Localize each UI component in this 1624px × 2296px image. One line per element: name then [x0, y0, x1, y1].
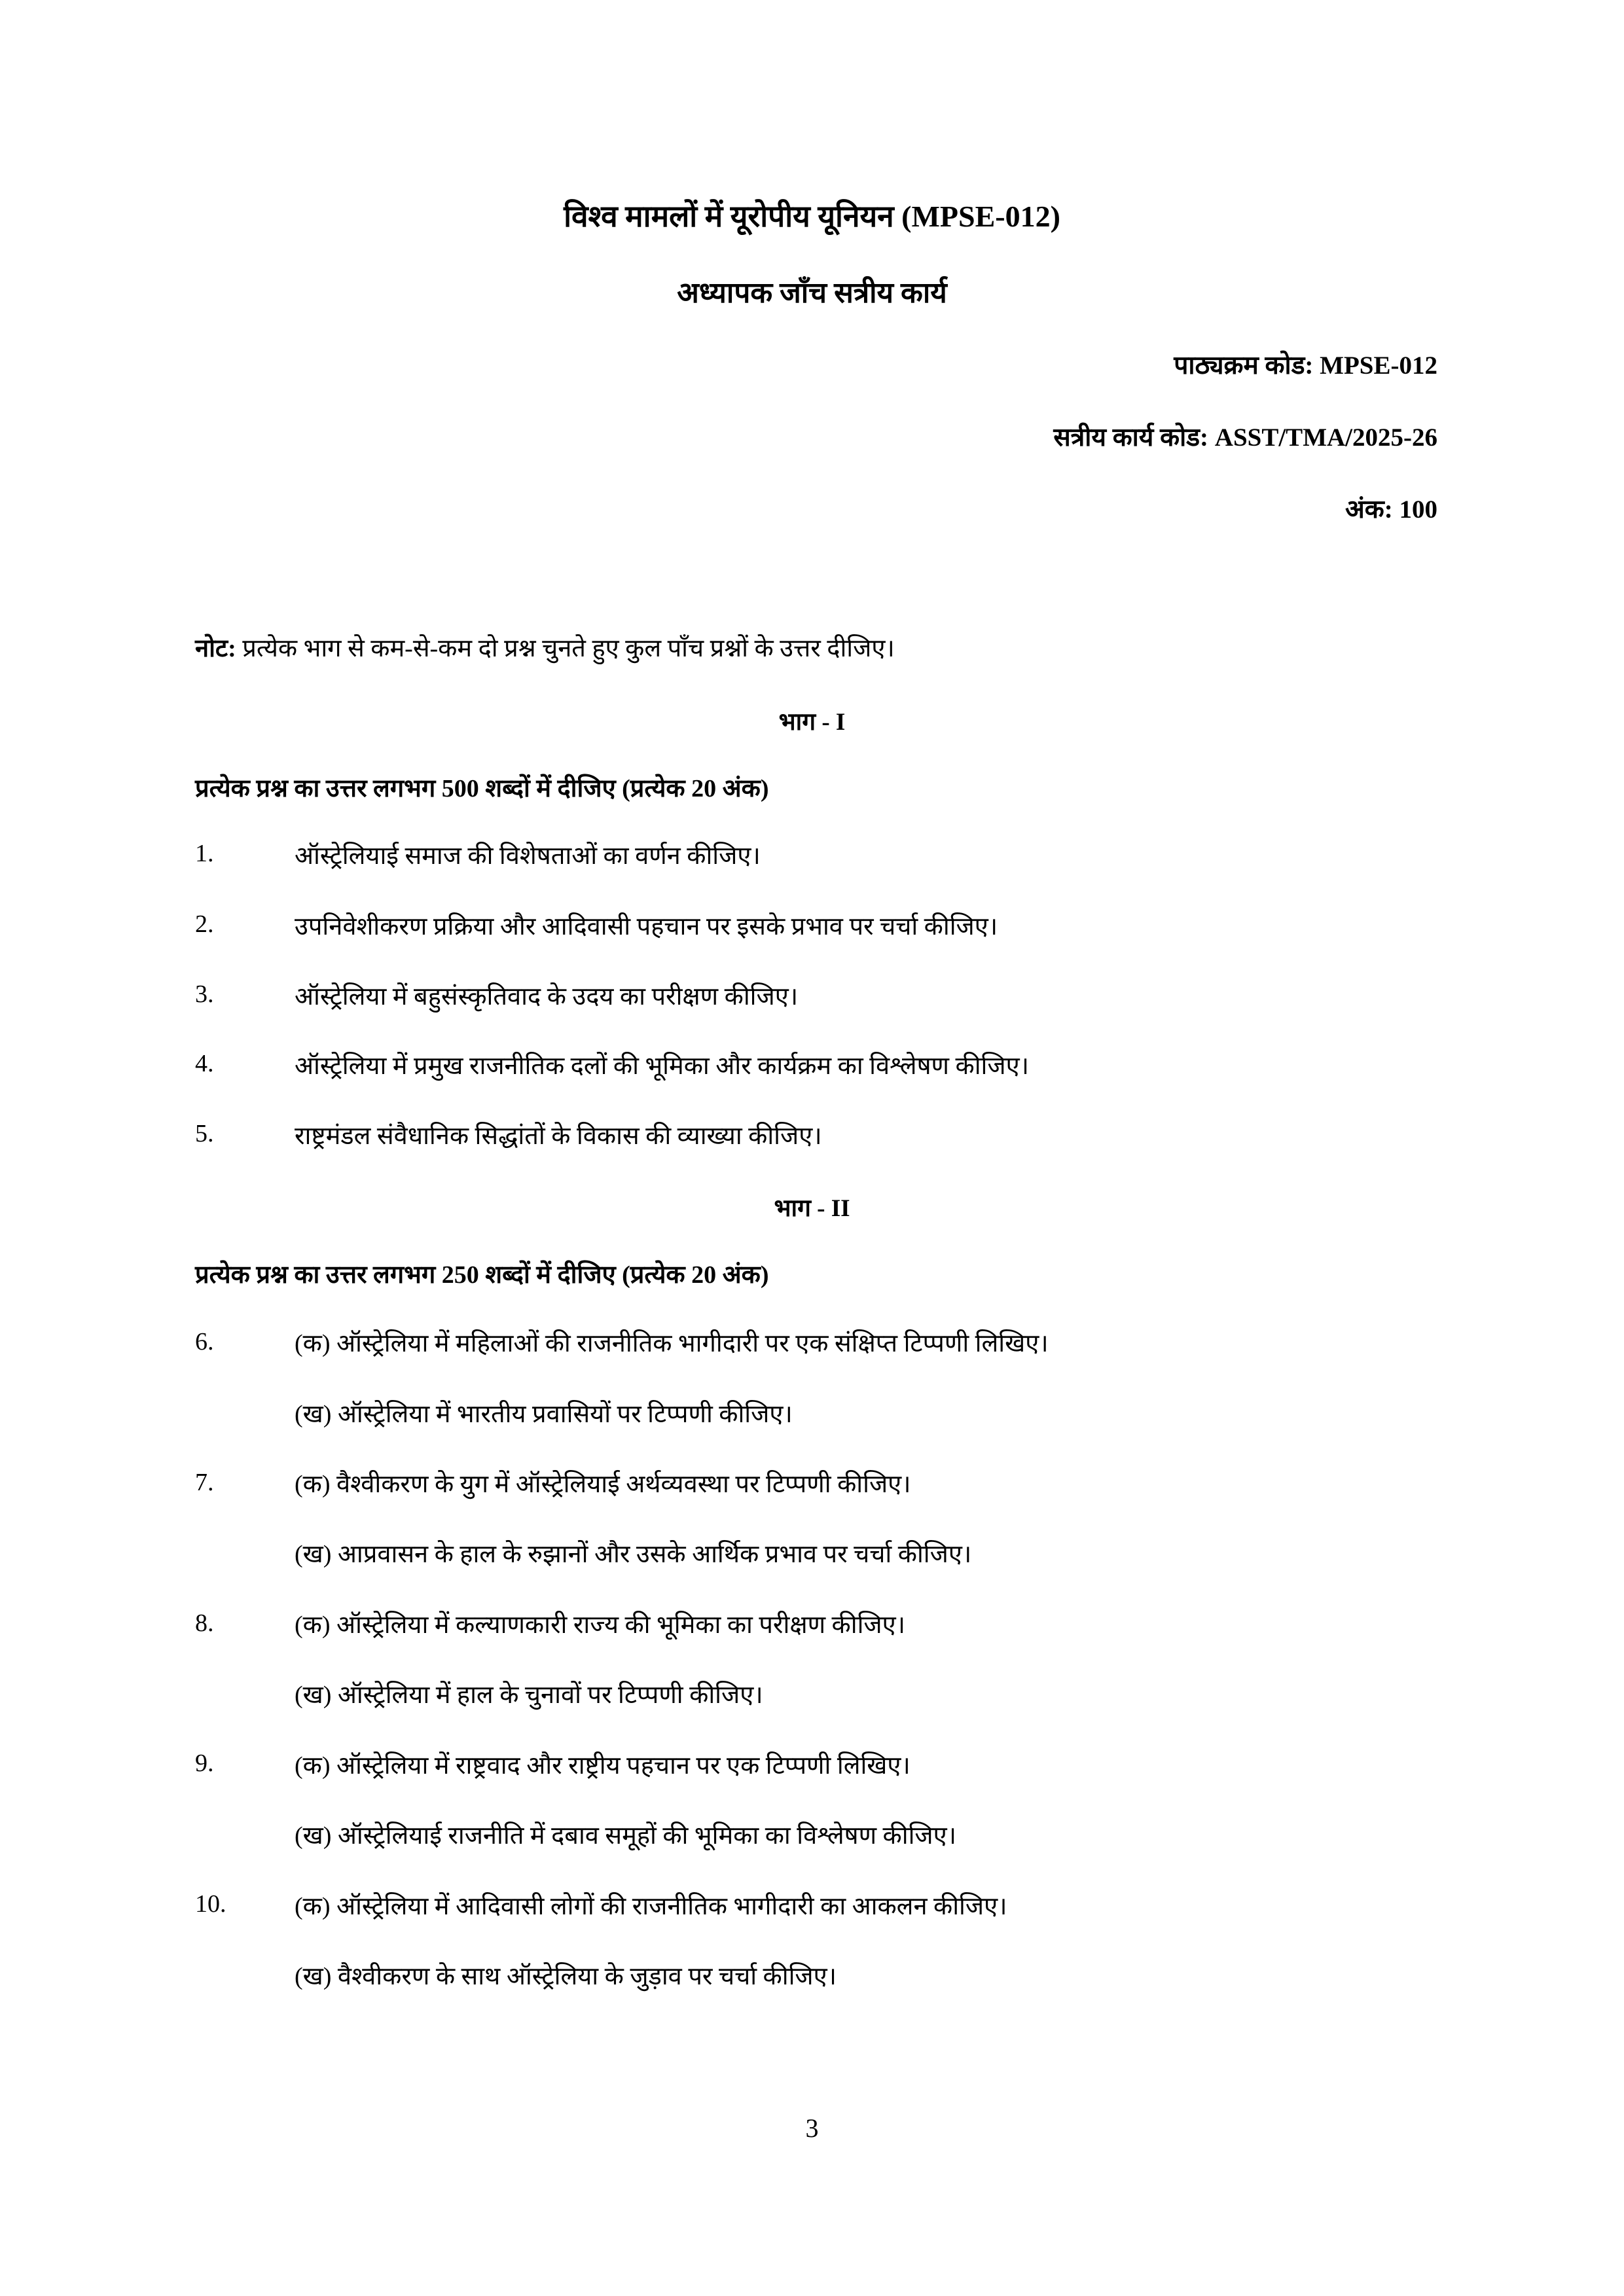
question-text: ऑस्ट्रेलियाई समाज की विशेषताओं का वर्णन कीजिए। [295, 842, 761, 870]
document-subtitle: अध्यापक जाँच सत्रीय कार्य [677, 277, 947, 309]
note-label: नोट: [195, 635, 236, 662]
question-number: 1. [195, 840, 214, 867]
question-number: 2. [195, 910, 214, 938]
question-text: ऑस्ट्रेलिया में बहुसंस्कृतिवाद के उदय का परीक्षण कीजिए। [295, 983, 799, 1011]
question-text: ऑस्ट्रेलिया में प्रमुख राजनीतिक दलों की भूमिका और कार्यक्रम का विश्लेषण कीजिए। [295, 1052, 1029, 1080]
question-part-b: (ख) वैश्वीकरण के साथ ऑस्ट्रेलिया के जुड़ाव पर चर्चा कीजिए। [295, 1963, 837, 1990]
question-part-a: (क) ऑस्ट्रेलिया में आदिवासी लोगों की राजनीतिक भागीदारी का आकलन कीजिए। [295, 1893, 1007, 1920]
question-part-b: (ख) ऑस्ट्रेलियाई राजनीति में दबाव समूहों की भूमिका का विश्लेषण कीजिए। [295, 1822, 957, 1850]
section-title-part-2: भाग - II [774, 1195, 850, 1222]
question-number: 8. [195, 1609, 214, 1637]
course-code: पाठ्यक्रम कोड: MPSE-012 [1174, 351, 1437, 380]
question-number: 4. [195, 1050, 214, 1077]
section-instruction-part-1: प्रत्येक प्रश्न का उत्तर लगभग 500 शब्दों में दीजिए (प्रत्येक 20 अंक) [195, 775, 769, 802]
question-number: 10. [195, 1890, 226, 1918]
question-text: उपनिवेशीकरण प्रक्रिया और आदिवासी पहचान पर इसके प्रभाव पर चर्चा कीजिए। [295, 913, 998, 941]
question-number: 6. [195, 1328, 214, 1355]
question-number: 7. [195, 1469, 214, 1496]
question-part-a: (क) ऑस्ट्रेलिया में कल्याणकारी राज्य की भूमिका का परीक्षण कीजिए। [295, 1611, 906, 1639]
assignment-code: सत्रीय कार्य कोड: ASST/TMA/2025-26 [1053, 423, 1437, 452]
question-part-b: (ख) ऑस्ट्रेलिया में हाल के चुनावों पर टिप्पणी कीजिए। [295, 1681, 763, 1709]
note [195, 630, 895, 664]
section-title-part-1: भाग - I [778, 709, 846, 736]
question-number: 3. [195, 980, 214, 1008]
question-part-a: (क) वैश्वीकरण के युग में ऑस्ट्रेलियाई अर्थव्यवस्था पर टिप्पणी कीजिए। [295, 1471, 911, 1498]
question-number: 5. [195, 1120, 214, 1147]
note-text: प्रत्येक भाग से कम-से-कम दो प्रश्न चुनते हुए कुल पाँच प्रश्नों के उत्तर दीजिए। [236, 635, 895, 662]
total-marks: अंक: 100 [1345, 495, 1437, 524]
question-part-a: (क) ऑस्ट्रेलिया में महिलाओं की राजनीतिक भागीदारी पर एक संक्षिप्त टिप्पणी लिखिए। [295, 1330, 1049, 1357]
question-part-a: (क) ऑस्ट्रेलिया में राष्ट्रवाद और राष्ट्रीय पहचान पर एक टिप्पणी लिखिए। [295, 1752, 911, 1780]
question-number: 9. [195, 1749, 214, 1777]
question-part-b: (ख) ऑस्ट्रेलिया में भारतीय प्रवासियों पर टिप्पणी कीजिए। [295, 1401, 793, 1428]
page-number: 3 [805, 2113, 819, 2143]
section-instruction-part-2: प्रत्येक प्रश्न का उत्तर लगभग 250 शब्दों में दीजिए (प्रत्येक 20 अंक) [195, 1261, 769, 1289]
question-text: राष्ट्रमंडल संवैधानिक सिद्धांतों के विकास की व्याख्या कीजिए। [295, 1122, 822, 1150]
document-title: विश्व मामलों में यूरोपीय यूनियन (MPSE-012) [564, 200, 1060, 233]
question-part-b: (ख) आप्रवासन के हाल के रुझानों और उसके आर्थिक प्रभाव पर चर्चा कीजिए। [295, 1541, 972, 1568]
